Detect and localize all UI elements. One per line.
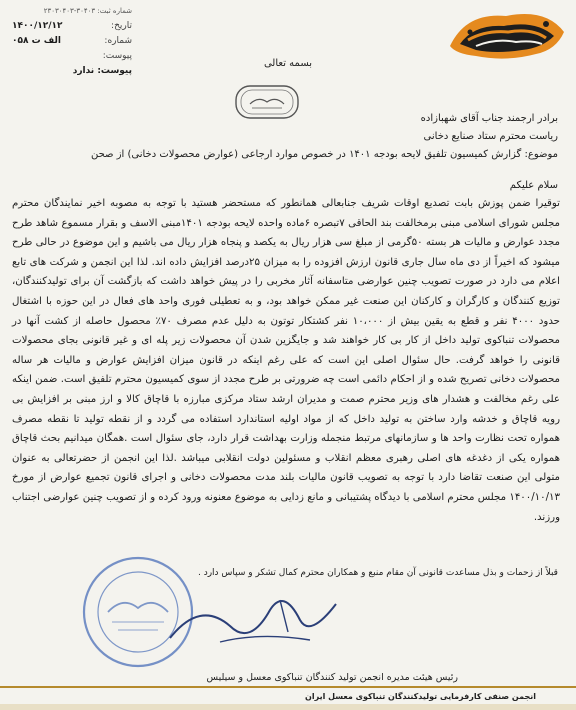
association-logo xyxy=(446,2,568,64)
date-value: ۱۴۰۰/۱۲/۱۲ xyxy=(12,21,63,31)
recipient-line-1: برادر ارجمند جناب آقای شهبازاده xyxy=(420,113,558,124)
attachment-value: پیوست: ندارد xyxy=(72,66,132,76)
number-label: شماره: xyxy=(104,36,132,46)
registration-number: شماره ثبت: ۳۰۴۰۳-۲۳۰۳۰۴۰۳ xyxy=(43,7,132,15)
footer-bar xyxy=(0,704,576,710)
letter-body: توقیرا ضمن پوزش بابت تصدیع اوقات شریف جنابعالی همانطور که مستحضر هستید با توجه به مصوبه اخیر نمایندگان محترم مجلس شورای اسلامی مبنی برمخالفت بند الحاقی ۷تبصره ۶ماده واحده لایحه بودجه ۱۴۰۱مبنی الاسف و بقرار مسموع شاهد طرح مجدد عوارض و مالیات هر بسته ۵۰گرمی از مبلغ سی هزار ریال به یکصد و پنجاه هزار ریال می باشیم و این موضوع در حالی طرح میشود که اخیراً از دی ماه سال جاری قانون ارزش افزوده را به میزان ۲۵درصد افزایش داده اند. لذا این انجمن و شرکت های تابع اعلام می دارد در صورت تصویب چنین عوارضی متاسفانه آثار مخربی را در پیش خواهد داشت که بازگشت آن برای تولیدکنندگان، توزیع کنندگان و کارگران و کارکنان این صنعت غیر ممکن خواهد بود، و به تعطیلی فوری واحد های فعال در این حوزه با اشتغال حدود ۴۰۰۰ نفر و قطع به یقین بیش از ۱۰،۰۰۰ نفر کشتکار توتون به دلیل عدم مصرف ۷۰٪ محصول حاصله از کشت آنها در محصولات تنباکوی تولید داخل از کار بی کار خواهند شد و جایگزین شدن آن محصولات زیر پله ای و غیر قانونی بجای محصولات قانونی را خواهد گرفت. حال سئوال اصلی این است که علی رغم اینکه در قانون میزان افزایش عوارض و مالیات هر ساله محصولات دخانی تصریح شده و از احکام دائمی است چه ضرورتی بر طرح مجدد از سوی کمیسیون محترم تلفیق است. ضمن اینکه علی رغم مخالفت و هشدار های وزیر محترم صمت و مدیران ارشد ستاد مرکزی مبارزه با قاچاق کالا و ارز مبنی بر افزایش بی رویه قاچاق و خدشه وارد ساختن به تولید داخل که از مواد اولیه استاندارد استفاده می گردد و از نقطه تولید تا نقطه مصرف همواره تحت نظارت واحد ها و سازمانهای مرتبط منجمله وزارت بهداشت قرار دارد، جای سئوال است .همگان میدانیم بحث قاچاق همواره یکی از دغدغه های اصلی رهبری معظم انقلاب و مسئولین دولت انقلابی میباشد .لذا این انجمن از حضرتعالی به عنوان متولی این صنعت تقاضا دارد با توجه به تصویب قانون مالیات بلند مدت محصولات دخانی و اجرای قانون تجمیع عوارض از مورخ ۱۴۰۰/۱۰/۱۳ مجلس محترم اسلامی با دیدگاه پشتیبانی و مانع زدایی به موضوع معنونه ورود کرده و از تصویب چنین عوارضی اجتناب ورزند. xyxy=(12,198,561,523)
recipient-line-2: ریاست محترم ستاد صنایع دخانی xyxy=(423,131,558,142)
salutation: سلام علیکم xyxy=(509,180,558,191)
footer-org-name: انجمن صنفی کارفرمایی تولیدکنندگان تنباکوی معسل ایران xyxy=(305,692,536,701)
footer-divider xyxy=(0,686,576,688)
attachment-label: پیوست: xyxy=(102,51,132,61)
closing-line: قبلاً از زحمات و بذل مساعدت قانونی آن مقام منبع و همکاران محترم کمال تشکر و سپاس دارد . xyxy=(197,568,558,578)
number-value: الف ت ۰۵۸ xyxy=(12,36,61,46)
signatory-title: رئیس هیئت مدیره انجمن تولید کنندگان تنباکوی معسل و سیلیس xyxy=(206,672,458,683)
bismillah-heading: بسمه تعالی xyxy=(263,58,313,69)
date-label: تاریخ: xyxy=(111,21,132,31)
recipient-block xyxy=(38,110,558,164)
signature xyxy=(160,580,360,660)
subject-line: موضوع: گزارش کمیسیون تلفیق لایحه بودجه ۱۴۰۱ در خصوص موارد ارجاعی (عوارض محصولات دخانی) از صحن xyxy=(90,149,558,160)
